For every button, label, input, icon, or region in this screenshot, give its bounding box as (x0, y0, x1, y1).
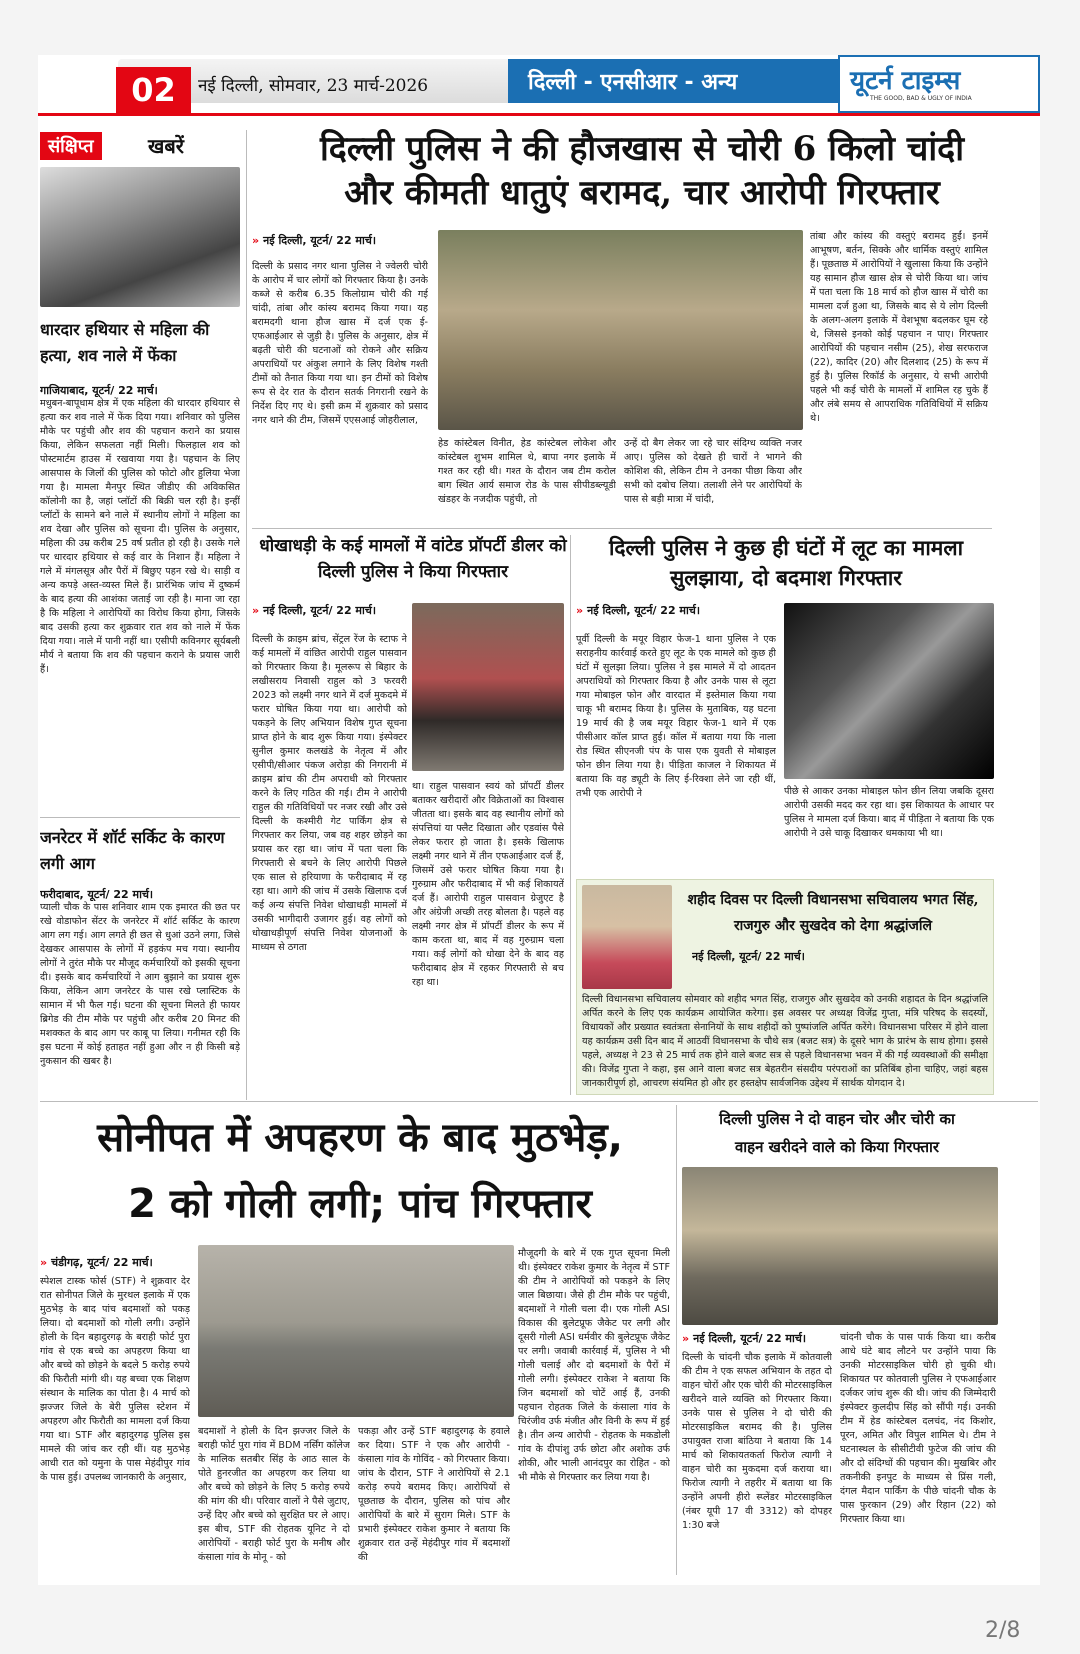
story7-headline-line2: वाहन खरीदने वाले को किया गिरफ्तार (734, 1138, 940, 1156)
lead-col1: दिल्ली के प्रसाद नगर थाना पुलिस ने ज्वेलरी चोरी के आरोप में चार लोगों को गिरफ्तार किया है। उनके कब्जे से करीब 6.35 किलोग्राम चोरी की गई चांदी, तांबा और कांस्य बरामद किया गया। यह बरामदगी थाना हौज खास में दर्ज एक ई-एफआईआर से जुड़ी है। पुलिस के अनुसार, क्षेत्र में बढ़ती चोरी की घटनाओं को रोकने और सक्रिय अपराधियों पर अंकुश लगाने के लिए विशेष गश्ती टीमों को तैनात किया गया था। इन टीमों को विशेष रूप से देर रात के दौरान सतर्क निगरानी रखने के निर्देश दिए गए थे। इसी क्रम में शुक्रवार को प्रसाद नगर थाने की टीम, जिसमें एएसआई जोहरीलाल, (252, 261, 428, 426)
story6-col3: पकड़ा और उन्हें STF बहादुरगढ़ के हवाले कर दिया। STF ने एक और आरोपी - कंसाला गांव के गोविंद - को गिरफ्तार किया। जांच के दौरान, STF ने आरोपियों से 2.1 करोड़ रुपये बरामद किए। आरोपियों से पूछताछ के दौरान, पुलिस को पांच और आरोपियों के बारे में सुराग मिले। STF के प्रभारी इंस्पेक्टर राकेश कुमार ने बताया कि शुक्रवार रात उन्हें मेहंदीपुर गांव में बदमाशों की (358, 1426, 510, 1563)
story6-headline-line1: सोनीपत में अपहरण के बाद मुठभेड़, (97, 1115, 623, 1161)
story4-headline-box (576, 533, 996, 597)
brief1-photo-hand (40, 167, 240, 307)
story5-byline (692, 949, 852, 963)
story6-headline-line2: 2 को गोली लगी; पांच गिरफ्तार (128, 1181, 592, 1227)
date-line: नई दिल्ली, सोमवार, 23 मार्च-2026 (198, 76, 429, 96)
story5-byline-text: नई दिल्ली, यूटर्न/ 22 मार्च। (692, 950, 805, 963)
story4-byline-text: नई दिल्ली, यूटर्न/ 22 मार्च। (587, 604, 701, 617)
logo-tagline: THE GOOD, BAD & UGLY OF INDIA (870, 95, 972, 102)
story6-photo-encounter-scene (198, 1245, 514, 1417)
story3-byline-text: नई दिल्ली, यूटर्न/ 22 मार्च। (263, 604, 377, 617)
byline-chevron-icon: » (252, 604, 260, 617)
brief2-body: प्याली चौक के पास शनिवार शाम एक इमारत की छत पर रखे वोडाफोन सेंटर के जनरेटर में शॉर्ट सर्किट के कारण आग लग गई। आग लगते ही छत से धुआं उठने लगा, जिसे देखकर आसपास के लोगों में हड़कंप मच गया। स्थानीय लोगों ने तुरंत मौके पर मौजूद कर्मचारियों को इसकी सूचना दी। इसके बाद कर्मचारियों ने आग बुझाने का प्रयास शुरू किया, लेकिन आग जनरेटर के पास रखे प्लास्टिक के सामान में भी फैल गई। घटना की सूचना मिलते ही फायर ब्रिगेड की टीम मौके पर पहुंची और करीब 20 मिनट की मशक्कत के बाद आग पर काबू पा लिया। गनीमत रही कि इस घटना में कोई हताहत नहीं हुआ और न ही किसी बड़े नुकसान की खबर है। (40, 902, 240, 1067)
story5-photo-speaker (582, 885, 672, 989)
lead-col4: तांबा और कांस्य की वस्तुएं बरामद हुईं। इनमें आभूषण, बर्तन, सिक्के और धार्मिक वस्तुएं शामिल हैं। पूछताछ में आरोपियों ने खुलासा किया कि उन्होंने यह सामान हौज खास क्षेत्र से चोरी किया था। जांच में पता चला कि 18 मार्च को हौज खास में चोरी का मामला दर्ज हुआ था, जिसके बाद से ये लोग दिल्ली के अलग-अलग इलाके में वेशभूषा बदलकर घूम रहे थे, जिससे इनको कोई पहचान न पाए। गिरफ्तार आरोपियों की पहचान नसीम (25), शेख सरफराज (22), कादिर (20) और दिलशाद (25) के रूप में हुई है। पुलिस रिकॉर्ड के अनुसार, ये सभी आरोपी पहले भी कई चोरी के मामलों में शामिल रह चुके हैं और लंबे समय से आपराधिक गतिविधियों में सक्रिय थे। (810, 231, 988, 424)
brief2-headline-box (40, 825, 240, 881)
byline-chevron-icon: » (682, 1332, 690, 1345)
story7-byline-text: नई दिल्ली, यूटर्न/ 22 मार्च। (693, 1332, 807, 1345)
logo-text: यूटर्न टाइम्स (850, 66, 961, 96)
story4-byline (576, 603, 756, 617)
story6-byline (40, 1255, 210, 1269)
story6-headline-box (40, 1105, 680, 1245)
brief1-byline-text: गाजियाबाद, यूटर्न/ 22 मार्च। (40, 384, 158, 397)
brief1-body: मधुबन-बापूधाम क्षेत्र में एक महिला की धारदार हथियार से हत्या कर शव नाले में फेंक दिया गया। शनिवार को पुलिस मौके पर पहुंची और शव की पहचान कराने का प्रयास किया, लेकिन सफलता नहीं मिली। फिलहाल शव को पोस्टमार्टम हाउस में रखवाया गया है। पहचान के लिए आसपास के जिलों की पुलिस को फोटो और हुलिया भेजा गया है। मामला मैनपुर स्थित जीडीए की अविकसित कॉलोनी का है, जहां प्लॉटों की बिक्री चल रही है। इन्हीं प्लॉटों के सामने बने नाले में स्थानीय लोगों ने महिला का शव देखा और पुलिस को सूचना दी। पुलिस के अनुसार, महिला की उम्र करीब 25 वर्ष प्रतीत हो रही है। उसके गले पर धारदार हथियार से कई वार के निशान हैं। महिला ने गले में मंगलसूत्र और पैरों में बिछुए पहन रखे थे। साड़ी व अन्य कपड़े अस्त-व्यस्त मिले हैं। प्रारंभिक जांच में दुष्कर्म के बाद हत्या की आशंका जताई जा रही है। माना जा रहा है कि महिला ने आरोपियों का विरोध किया होगा, जिसके बाद उसकी हत्या कर शुक्रवार रात शव को नाले में फेंक दिया गया। नाले में पानी नहीं था। एसीपी कविनगर सूर्यबली मौर्य ने बताया कि शव की पहचान कराने के प्रयास जारी हैं। (40, 398, 240, 675)
byline-chevron-icon: » (40, 1256, 48, 1269)
masthead (38, 55, 1040, 113)
brief2-byline (40, 887, 240, 901)
page-indicator: 2/8 (985, 1618, 1021, 1643)
divider (252, 528, 992, 529)
story3-col1: दिल्ली के क्राइम ब्रांच, सेंट्रल रेंज के स्टाफ ने कई मामलों में वांछित आरोपी राहुल पासवान को गिरफ्तार किया है। मूलरूप से बिहार के लखीसराय निवासी राहुल को 3 फरवरी 2023 को लक्ष्मी नगर थाने में दर्ज मुकदमे में फरार घोषित किया गया था। आरोपी को पकड़ने के लिए अभियान विशेष गुप्त सूचना प्राप्त होने के बाद शुरू किया गया। इंस्पेक्टर सुनील कुमार कलखंडे के नेतृत्व में और एसीपी/सीआर पंकज अरोड़ा की निगरानी में क्राइम ब्रांच की टीम अपराधी को गिरफ्तार करने के लिए गठित की गई। टीम ने आरोपी राहुल की गतिविधियों पर नजर रखी और उसे दिल्ली के कश्मीरी गेट पार्किंग क्षेत्र से गिरफ्तार कर लिया, जब वह शहर छोड़ने का प्रयास कर रहा था। जांच में पता चला कि गिरफ्तारी से बचने के लिए आरोपी पिछले एक साल से हरियाणा के फरीदाबाद में रह रहा था। आगे की जांच में उसके खिलाफ दर्ज कई अन्य संपत्ति निवेश धोखाधड़ी मामलों में उसकी भागीदारी उजागर हुई। वह लोगों को धोखाधड़ीपूर्ण संपत्ति निवेश योजनाओं के माध्यम से ठगता (252, 634, 407, 953)
masthead-rule (38, 113, 1040, 116)
byline-chevron-icon: » (576, 604, 584, 617)
divider (40, 817, 240, 818)
story7-photo-police-arrest (682, 1167, 998, 1325)
story4-headline-line1: दिल्ली पुलिस ने कुछ ही घंटों में लूट का मामला (608, 535, 964, 560)
story3-byline (252, 603, 432, 617)
lead-col2: हेड कांस्टेबल विनीत, हेड कांस्टेबल लोकेश और कांस्टेबल शुभम शामिल थे, बापा नगर इलाके में गश्त कर रही थी। गश्त के दौरान जब टीम करोल बाग स्थित आर्य समाज रोड के पास सीपीडब्ल्यूडी खंडहर के नजदीक पहुंची, तो (438, 438, 616, 505)
story5-headline-line1: शहीद दिवस पर दिल्ली विधानसभा सचिवालय भगत सिंह, (687, 892, 979, 908)
story6-col2: बदमाशों ने होली के दिन झज्जर जिले के बराही फोर्ट पुरा गांव में BDM नर्सिंग कॉलेज के मालिक सतबीर सिंह के आठ साल के पोते हुनरजीत का अपहरण कर लिया था और बच्चे को छोड़ने के लिए 5 करोड़ रुपये की मांग की थी। परिवार वालों ने पैसे जुटाए, उन्हें दिए और बच्चे को सुरक्षित घर ले आए। इस बीच, STF की रोहतक यूनिट ने दो आरोपियों - बराही फोर्ट पुरा के मनीष और कंसाला गांव के मोनू - को (198, 1426, 350, 1563)
divider (40, 1101, 1038, 1102)
brief1-headline: धारदार हथियार से महिला की हत्या, शव नाले में फेंका (40, 320, 210, 365)
column-divider (676, 1105, 677, 1575)
brief-label-red: संक्षिप्त (40, 132, 102, 160)
newspaper-page (38, 55, 1040, 1585)
lead-byline-text: नई दिल्ली, यूटर्न/ 22 मार्च। (263, 234, 377, 247)
column-divider (570, 535, 571, 1095)
story6-col4: मौजूदगी के बारे में एक गुप्त सूचना मिली थी। इंस्पेक्टर राकेश कुमार के नेतृत्व में STF की टीम ने आरोपियों को पकड़ने के लिए जाल बिछाया। जैसे ही टीम मौके पर पहुंची, बदमाशों ने गोली चला दी। एक गोली ASI विकास की बुलेटप्रूफ जैकेट पर लगी और दूसरी गोली ASI धर्मवीर की बुलेटप्रूफ जैकेट पर लगी। जवाबी कार्रवाई में, पुलिस ने भी गोली चलाई और दो बदमाशों के पैरों में गोली लगी। इंस्पेक्टर राकेश ने बताया कि जिन बदमाशों को चोटें आई हैं, उनकी पहचान रोहतक जिले के कंसाला गांव के चिरंजीव उर्फ मंजीत और विनी के रूप में हुई है। तीन अन्य आरोपी - रोहतक के मकडोली गांव के दीपांशु उर्फ छोटा और अशोक उर्फ शोकी, और भाली आनंदपुर का रोहित - को भी मौके से गिरफ्तार कर लिया गया है। (518, 1248, 670, 1483)
story5-headline-line2: राजगुरु और सुखदेव को देगा श्रद्धांजलि (733, 918, 933, 934)
story3-col2: था। राहुल पासवान स्वयं को प्रॉपर्टी डीलर बताकर खरीदारों और विक्रेताओं का विश्वास जीतता था। इसके बाद वह स्थानीय लोगों को संपत्तियां या फ्लैट दिखाता और एडवांस पैसे लेकर फरार हो जाता है। इसके खिलाफ लक्ष्मी नगर थाने में तीन एफआईआर दर्ज हैं, जिसमें उसे फरार घोषित किया गया है। गुरुग्राम और फरीदाबाद में भी कई शिकायतें दर्ज हैं। आरोपी राहुल पासवान ग्रेजुएट है और अंग्रेजी अच्छी तरह बोलता है। पहले वह लक्ष्मी नगर क्षेत्र में प्रॉपर्टी डीलर के रूप में काम करता था, बाद में वह गुरुग्राम चला गया। कई लोगों को धोखा देने के बाद वह फरीदाबाद क्षेत्र में रहकर गिरफ्तारी से बच रहा था। (412, 781, 564, 988)
lead-headline-line1: दिल्ली पुलिस ने की हौजखास से चोरी 6 किलो चांदी (320, 129, 964, 169)
lead-headline-line2: और कीमती धातुएं बरामद, चार आरोपी गिरफ्तार (344, 173, 940, 213)
lead-byline (252, 233, 432, 247)
section-title: दिल्ली - एनसीआर - अन्य (508, 59, 838, 103)
brief2-headline: जनरेटर में शॉर्ट सर्किट के कारण लगी आग (40, 828, 225, 873)
page-number: 02 (116, 67, 191, 113)
story7-byline (682, 1331, 842, 1345)
lead-headline-box (252, 127, 1032, 219)
story7-headline-box (682, 1105, 992, 1163)
column-divider (246, 130, 247, 1100)
story5-body: दिल्ली विधानसभा सचिवालय सोमवार को शहीद भगत सिंह, राजगुरु और सुखदेव को उनकी शहादत के दिन श्रद्धांजलि अर्पित करने के लिए एक कार्यक्रम आयोजित करेगा। इस अवसर पर अध्यक्ष विजेंद्र गुप्ता, मंत्रि परिषद के सदस्यों, विधायकों और प्रख्यात स्वतंत्रता सेनानियों के साथ शहीदों को पुष्पांजलि अर्पित करेंगे। विधानसभा परिसर में होने वाला यह कार्यक्रम उसी दिन बाद में आठवीं विधानसभा के चौथे सत्र (बजट सत्र) के दूसरे भाग के प्रारंभ के साथ होगा। इससे पहले, अध्यक्ष ने 23 से 25 मार्च तक होने वाले बजट सत्र से पहले विधानसभा भवन में की गई व्यवस्थाओं की समीक्षा की। विजेंद्र गुप्ता ने कहा, इस आने वाला बजट सत्र बेहतरीन संसदीय परंपराओं का प्रतिबिंब होना चाहिए, जहां बहस जानकारीपूर्ण हो, आचरण संयमित हो और हर हस्तक्षेप सार्वजनिक उद्देश्य में सार्थक योगदान दे। (582, 994, 988, 1089)
lead-photo-police-team (438, 230, 803, 430)
story6-byline-text: चंडीगढ़, यूटर्न/ 22 मार्च। (51, 1256, 153, 1269)
brief-label (38, 130, 238, 160)
story3-headline-box (252, 533, 574, 593)
byline-chevron-icon: » (252, 234, 260, 247)
brief1-headline-box (40, 317, 240, 377)
lead-col3: उन्हें दो बैग लेकर जा रहे चार संदिग्ध व्यक्ति नजर आए। पुलिस को देखते ही चारों ने भागने की कोशिश की, लेकिन टीम ने उनका पीछा किया और सभी को दबोच लिया। तलाशी लेने पर आरोपियों के पास से बड़ी मात्रा में चांदी, (624, 438, 802, 505)
story3-photo-arrest (412, 603, 564, 771)
story4-col2: पीछे से आकर उनका मोबाइल फोन छीन लिया जबकि दूसरा आरोपी उसकी मदद कर रहा था। इस शिकायत के आधार पर पुलिस ने मामला दर्ज किया। बाद में पीड़िता ने बताया कि एक आरोपी ने उसे चाकू दिखाकर धमकाया भी था। (784, 786, 994, 839)
masthead-logo (838, 55, 1040, 113)
story4-photo-handcuffs (784, 603, 994, 779)
story3-headline: धोखाधड़ी के कई मामलों में वांटेड प्रॉपर्टी डीलर को दिल्ली पुलिस ने किया गिरफ्तार (259, 536, 567, 582)
story4-col1: पूर्वी दिल्ली के मयूर विहार फेज-1 थाना पुलिस ने एक सराहनीय कार्रवाई करते हुए लूट के एक मामले को कुछ ही घंटों में सुलझा लिया। पुलिस ने इस मामले में दो आदतन अपराधियों को गिरफ्तार किया है और उनके पास से लूटा गया मोबाइल फोन और वारदात में इस्तेमाल किया गया चाकू भी बरामद किया है। पुलिस के मुताबिक, यह घटना 19 मार्च की है जब मयूर विहार फेज-1 थाने में एक पीसीआर कॉल प्राप्त हुई। कॉल में बताया गया कि नाला रोड स्थित सीएनजी पंप के पास एक युवती से मोबाइल फोन छीन लिया गया है। पीड़िता काजल ने शिकायत में बताया कि वह ड्यूटी के लिए ई-रिक्शा लेने जा रही थीं, तभी एक आरोपी ने (576, 634, 776, 799)
story7-headline-line1: दिल्ली पुलिस ने दो वाहन चोर और चोरी का (719, 1110, 955, 1128)
story4-headline-line2: सुलझाया, दो बदमाश गिरफ्तार (670, 565, 902, 590)
story5-headline-box (678, 887, 988, 945)
story7-col2: चांदनी चौक के पास पार्क किया था। करीब आधे घंटे बाद लौटने पर उन्होंने पाया कि उनकी मोटरसाइकिल चोरी हो चुकी थी। शिकायत पर कोतवाली पुलिस ने एफआईआर दर्जकर जांच शुरू की थी। जांच की जिम्मेदारी इंस्पेक्टर कुलदीप सिंह को सौंपी गई। उनकी टीम में हेड कांस्टेबल दलचंद, नंद किशोर, पूरन, अमित और विपुल शामिल थे। टीम ने घटनास्थल के सीसीटीवी फुटेज की जांच की और दो संदिग्धों की पहचान की। मुखबिर और तकनीकी इनपुट के माध्यम से प्रिंस गली, दंगल मैदान पार्किंग के पीछे चांदनी चौक के पास फुरकान (29) और रिहान (22) को गिरफ्तार किया था। (840, 1332, 996, 1525)
brief2-byline-text: फरीदाबाद, यूटर्न/ 22 मार्च। (40, 888, 154, 901)
brief1-byline (40, 383, 240, 397)
brief-label-black: खबरें (148, 134, 184, 158)
story6-col1: स्पेशल टास्क फोर्स (STF) ने शुक्रवार देर रात सोनीपत जिले के मुरथल इलाके में एक मुठभेड़ के बाद पांच बदमाशों को पकड़ लिया। दो बदमाशों को गोली लगी। उन्होंने होली के दिन बहादुरगढ़ के बराही फोर्ट पुरा गांव से एक बच्चे का अपहरण किया था और बच्चे को छोड़ने के बदले 5 करोड़ रुपये की फिरौती मांगी थी। यह बच्चा एक शिक्षण संस्थान के मालिक का पोता है। 4 मार्च को झज्जर जिले के बेरी पुलिस स्टेशन में अपहरण और फिरौती का मामला दर्ज किया गया था। STF और बहादुरगढ़ पुलिस इस मामले की जांच कर रही थीं। यह मुठभेड़ आधी रात को यमुना के पास मेहंदीपुर गांव के पास हुई। उपलब्ध जानकारी के अनुसार, (40, 1276, 190, 1483)
story7-col1: दिल्ली के चांदनी चौक इलाके में कोतवाली की टीम ने एक सफल अभियान के तहत दो वाहन चोरों और एक चोरी की मोटरसाइकिल खरीदने वाले व्यक्ति को गिरफ्तार किया। उनके पास से पुलिस ने दो चोरी की मोटरसाइकिल बरामद की है। पुलिस उपायुक्त राजा बांठिया ने बताया कि 14 मार्च को शिकायतकर्ता फिरोज त्यागी ने वाहन चोरी का मुकदमा दर्ज कराया था। फिरोज त्यागी ने तहरीर में बताया था कि उन्होंने अपनी हीरो स्प्लेंडर मोटरसाइकिल (नंबर यूपी 17 वी 3312) को दोपहर 1:30 बजे (682, 1352, 832, 1531)
